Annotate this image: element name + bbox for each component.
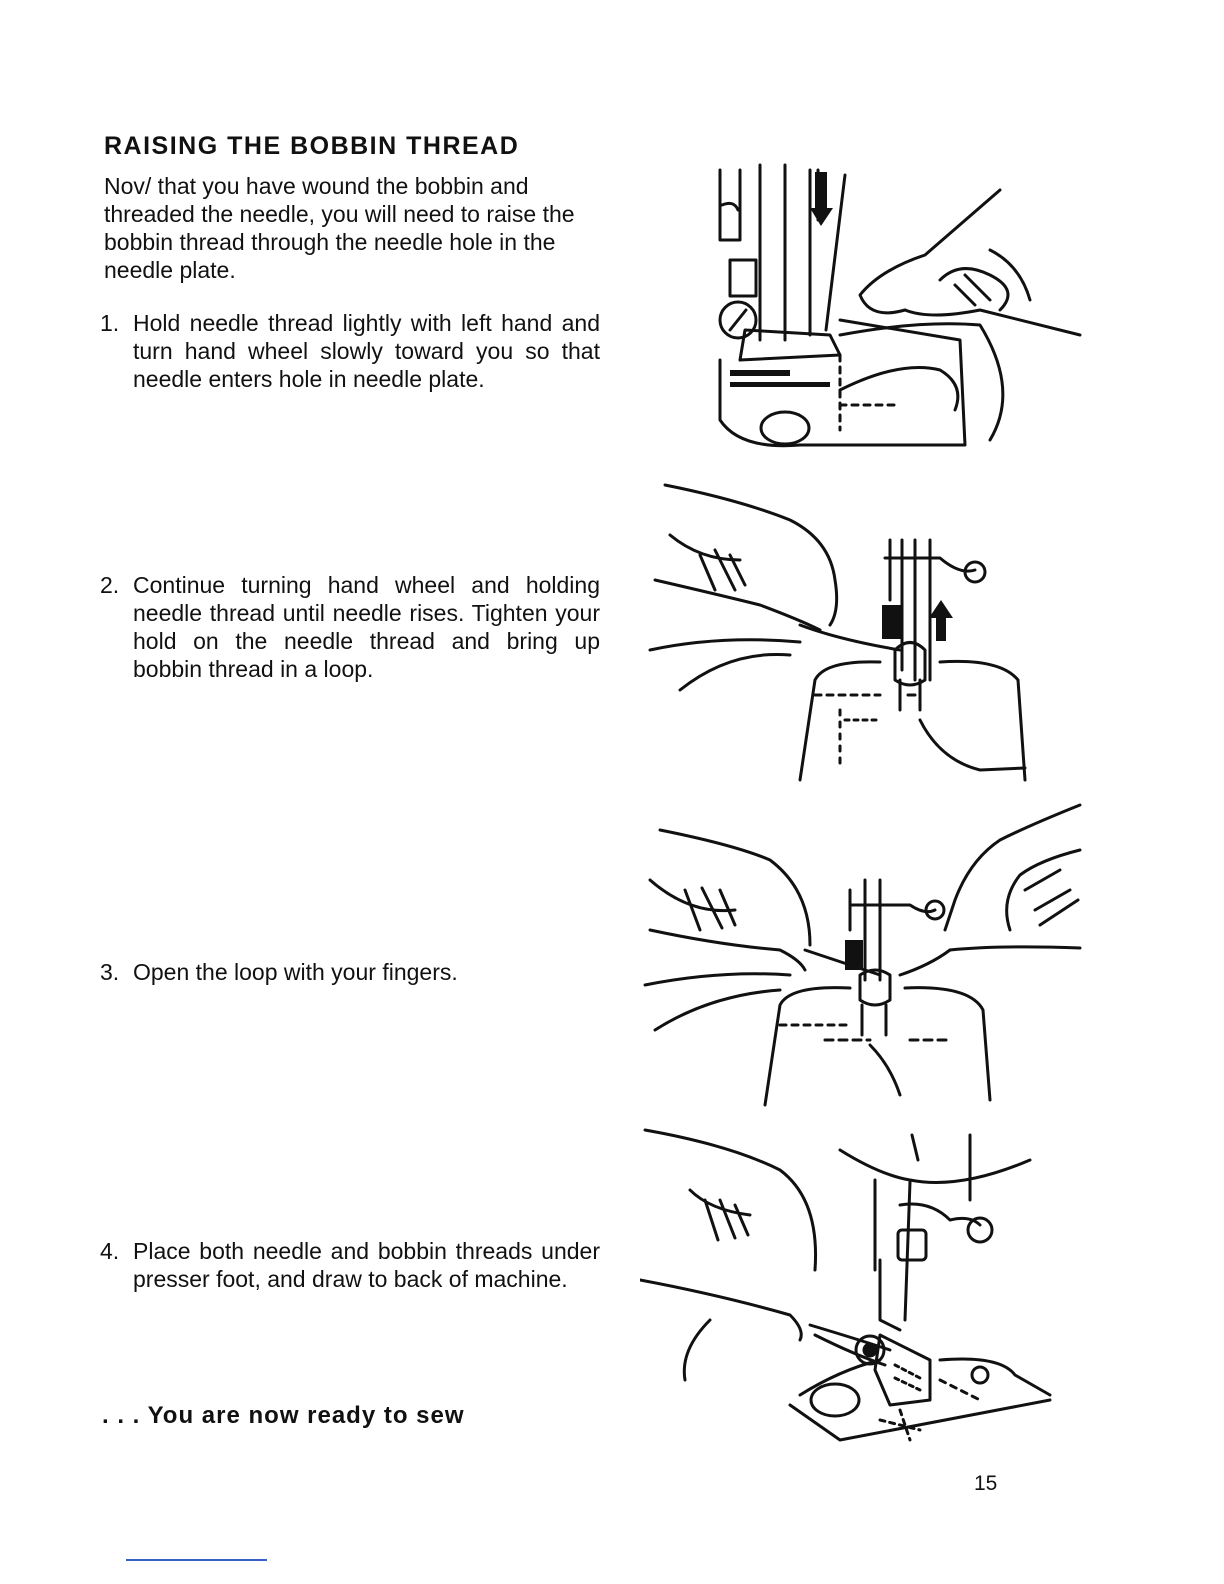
illustration-needle-down — [700, 160, 1100, 450]
step-text: Hold needle thread lightly with left hand and turn hand wheel slowly toward you so that needle enters hole in needle plate. — [133, 310, 600, 392]
footer-rule — [126, 1559, 267, 1561]
step-number: 3. — [100, 959, 120, 985]
step-number: 4. — [100, 1238, 120, 1264]
step-number: 2. — [100, 572, 120, 598]
closing-line: . . . You are now ready to sew — [102, 1402, 465, 1429]
instruction-step-1 — [100, 309, 600, 393]
intro-paragraph: Nov/ that you have wound the bobbin and threaded the needle, you will need to raise the bobbin thread through the needle hole in the needle plate. — [104, 173, 575, 283]
step-text: Place both needle and bobbin threads under presser foot, and draw to back of machine. — [133, 1238, 600, 1292]
step-number: 1. — [100, 310, 120, 336]
instruction-step-3 — [100, 958, 600, 986]
page-number: 15 — [974, 1472, 998, 1495]
step-text: Open the loop with your fingers. — [133, 959, 458, 985]
step-text: Continue turning hand wheel and holding needle thread until needle rises. Tighten your hold on the needle thread and bring up bobbin thread in a loop. — [133, 572, 600, 682]
illustration-threads-under-foot — [640, 1120, 1090, 1450]
instruction-step-2 — [100, 571, 600, 683]
illustration-open-loop — [640, 800, 1090, 1110]
instruction-step-4 — [100, 1237, 600, 1293]
section-heading: RAISING THE BOBBIN THREAD — [104, 132, 520, 160]
illustration-needle-rising — [640, 480, 1050, 790]
